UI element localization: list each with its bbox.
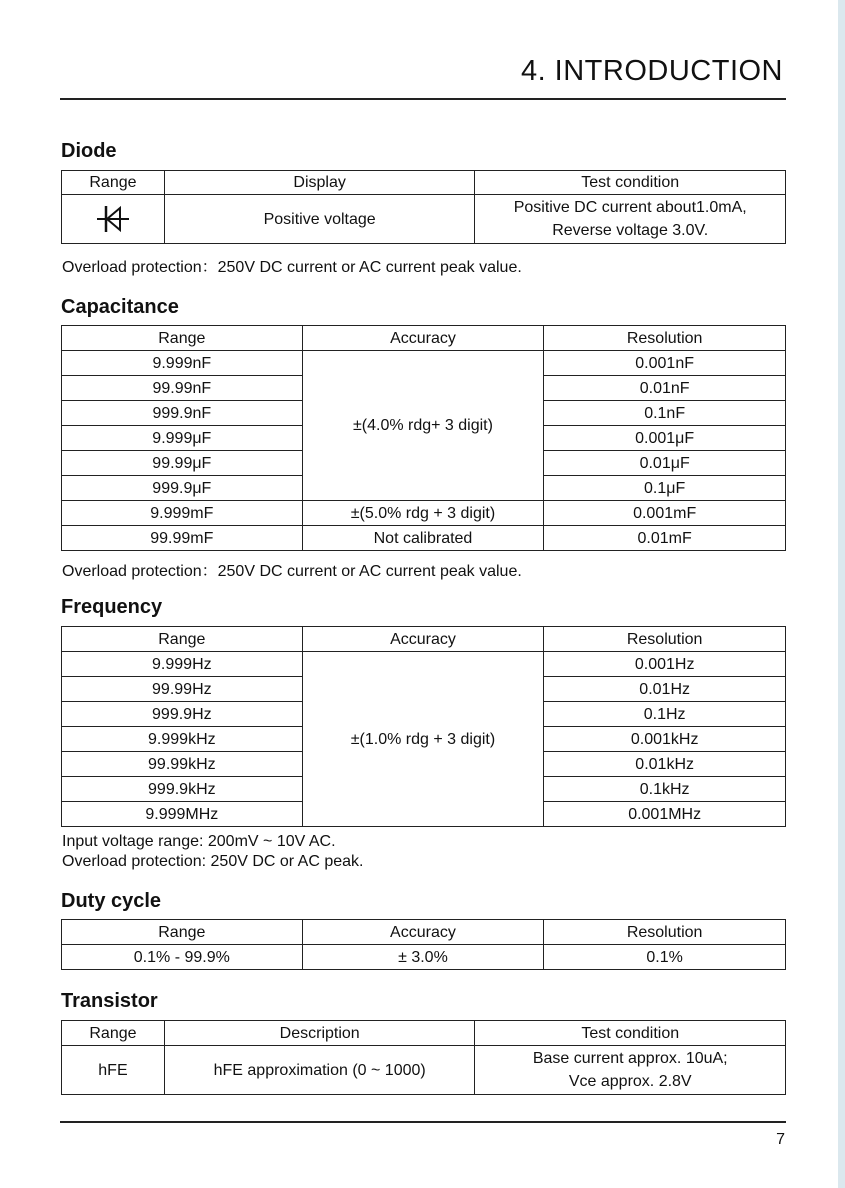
range-cell: 99.99kHz [62,752,303,777]
table-header-row [62,326,786,351]
merged-accuracy-cell: ±(4.0% rdg+ 3 digit) [302,351,544,501]
page-number: 7 [776,1131,785,1148]
test-condition-cell [475,1046,786,1095]
table-row [62,195,786,244]
resolution-cell: 0.01kHz [544,752,786,777]
table-header-row [62,627,786,652]
range-cell: 0.1% - 99.9% [62,945,303,970]
frequency-section-title: Frequency [61,596,163,618]
range-cell: 999.9kHz [62,777,303,802]
range-cell: 9.999Hz [62,652,303,677]
accuracy-cell: Not calibrated [302,526,544,551]
diode-range-cell [62,195,165,244]
resolution-cell: 0.1% [544,945,786,970]
header-cell-description: Description [164,1021,475,1046]
header-rule [60,98,786,100]
resolution-cell: 0.001MHz [544,802,786,827]
table-row [62,501,786,526]
transistor-table [61,1020,786,1095]
range-cell: 999.9μF [62,476,303,501]
header-cell-resolution: Resolution [544,920,786,945]
header-cell-test-condition: Test condition [475,171,786,195]
range-cell: hFE [62,1046,165,1095]
capacitance-overload-note: Overload protection：250V DC current or AC current peak value. [62,563,522,580]
page-edge-strip [838,0,845,1188]
diode-test-cell [475,195,786,244]
header-cell-resolution: Resolution [544,627,786,652]
table-header-row [62,171,786,195]
table-row [62,652,786,677]
frequency-input-note: Input voltage range: 200mV ~ 10V AC. [62,833,336,850]
range-cell: 99.99Hz [62,677,303,702]
range-cell: 99.99nF [62,376,303,401]
header-cell-accuracy: Accuracy [302,326,544,351]
range-cell: 9.999mF [62,501,303,526]
diode-display-cell: Positive voltage [164,195,475,244]
resolution-cell: 0.1nF [544,401,786,426]
table-row [62,945,786,970]
resolution-cell: 0.001mF [544,501,786,526]
header-cell-range: Range [62,1021,165,1046]
header-cell-test-condition: Test condition [475,1021,786,1046]
resolution-cell: 0.1kHz [544,777,786,802]
resolution-cell: 0.001kHz [544,727,786,752]
range-cell: 9.999μF [62,426,303,451]
header-cell-range: Range [62,627,303,652]
table-header-row [62,920,786,945]
description-cell: hFE approximation (0 ~ 1000) [164,1046,475,1095]
range-cell: 999.9nF [62,401,303,426]
range-cell: 999.9Hz [62,702,303,727]
accuracy-cell: ± 3.0% [302,945,544,970]
frequency-overload-note: Overload protection: 250V DC or AC peak. [62,853,364,870]
header-cell-accuracy: Accuracy [302,920,544,945]
test-condition-line1: Base current approx. 10uA; [532,1050,728,1067]
capacitance-table [61,325,786,551]
header-cell-accuracy: Accuracy [302,627,544,652]
range-cell: 9.999nF [62,351,303,376]
diode-symbol-icon [93,201,133,237]
header-cell-range: Range [62,920,303,945]
header-cell-range: Range [62,326,303,351]
header-cell-display: Display [164,171,475,195]
table-row [62,526,786,551]
resolution-cell: 0.01Hz [544,677,786,702]
diode-overload-note: Overload protection：250V DC current or AC current peak value. [62,259,522,276]
range-cell: 99.99mF [62,526,303,551]
resolution-cell: 0.01mF [544,526,786,551]
range-cell: 99.99μF [62,451,303,476]
diode-test-line1: Positive DC current about1.0mA, [513,199,747,216]
capacitance-section-title: Capacitance [61,296,179,318]
page-title: 4. INTRODUCTION [520,55,783,87]
footer-rule [60,1121,786,1123]
range-cell: 9.999kHz [62,727,303,752]
frequency-table [61,626,786,827]
resolution-cell: 0.01nF [544,376,786,401]
resolution-cell: 0.01μF [544,451,786,476]
resolution-cell: 0.001nF [544,351,786,376]
header-cell-range: Range [62,171,165,195]
merged-accuracy-cell: ±(1.0% rdg + 3 digit) [302,652,544,827]
transistor-section-title: Transistor [61,990,158,1012]
duty-cycle-table [61,919,786,970]
resolution-cell: 0.001μF [544,426,786,451]
accuracy-cell: ±(5.0% rdg + 3 digit) [302,501,544,526]
table-row [62,1046,786,1095]
header-cell-resolution: Resolution [544,326,786,351]
resolution-cell: 0.1Hz [544,702,786,727]
table-header-row [62,1021,786,1046]
diode-test-line2: Reverse voltage 3.0V. [552,222,709,239]
test-condition-line2: Vce approx. 2.8V [568,1073,692,1090]
resolution-cell: 0.001Hz [544,652,786,677]
duty-cycle-section-title: Duty cycle [61,890,162,912]
diode-table [61,170,786,244]
range-cell: 9.999MHz [62,802,303,827]
diode-section-title: Diode [61,140,117,162]
resolution-cell: 0.1μF [544,476,786,501]
table-row [62,351,786,376]
